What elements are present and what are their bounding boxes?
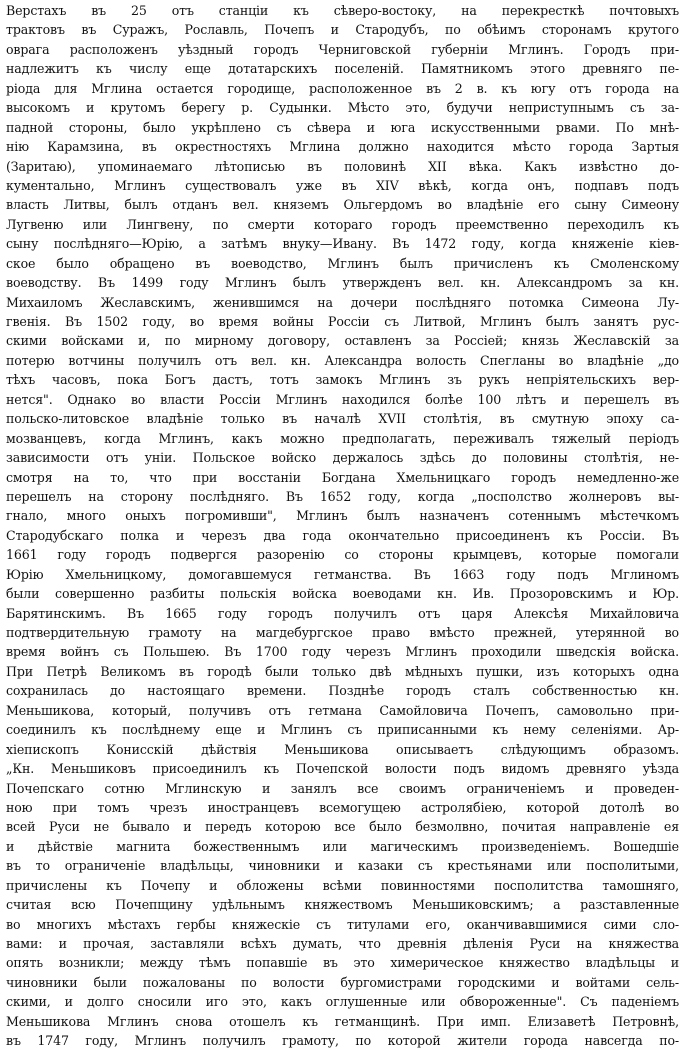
text-line: Почепскаго сотню Мглинскую и занялъ все своимъ ограниченіемъ и проведен-: [6, 780, 679, 796]
text-line: опять возникли; между тѣмъ попавшіе въ это химерическое княжество владѣльцы и: [6, 955, 679, 971]
text-line: ріода для Мглина остается городище, расположенное въ 2 в. къ югу отъ города на: [6, 80, 679, 96]
text-line: зависимости отъ уніи. Польское войско держалось здѣсь до половины столѣтія, не-: [6, 450, 679, 466]
text-line: ною при томъ чрезъ иностранцевъ всемогущею астролябіею, которой дотолѣ во: [6, 799, 679, 815]
text-line: въ 1747 году, Мглинъ получилъ грамоту, по которой жители города навсегда по-: [6, 1033, 679, 1049]
text-line: Юрію Хмельницкому, домогавшемуся гетманства. Въ 1663 году подъ Мглиномъ: [6, 566, 679, 582]
article-text: [6, 1, 679, 1051]
text-line: (Заритаю), упоминаемаго лѣтописью въ половинѣ XII вѣка. Какъ извѣстно до-: [6, 158, 679, 174]
text-line: вами: и прочая, заставляли всѣхъ думать, что древнія дѣленія Руси на княжества: [6, 936, 679, 951]
text-line: 1661 году городъ подвергся разоренію со стороны крымцевъ, которые помогали: [6, 547, 679, 563]
text-line: Михаиломъ Жеславскимъ, женившимся на дочери послѣдняго потомка Симеона Лу-: [6, 294, 679, 310]
text-line: скими войсками и, по мирному договору, оставленъ за Россіей; князь Жеславскій за: [6, 333, 679, 349]
text-line: трактовъ въ Суражъ, Рославль, Почепъ и Стародубъ, по обѣимъ сторонамъ крутого: [6, 22, 679, 38]
text-line: падной стороны, было укрѣплено съ сѣвера и юга искусственными рвами. По мнѣ-: [6, 119, 679, 135]
text-line: время войнъ съ Польшею. Въ 1700 году черезъ Мглинъ проходили шведскія войска.: [6, 644, 679, 660]
text-line: ское было обращено въ воеводство, Мглинъ былъ причисленъ къ Смоленскому: [6, 255, 679, 271]
text-line: власть Литвы, былъ отданъ вел. княземъ Ольгердомъ во владѣніе его сыну Симеону: [6, 197, 679, 213]
text-line: гвенія. Въ 1502 году, во время войны Россіи съ Литвой, Мглинъ былъ занятъ рус-: [6, 314, 679, 329]
text-line: Меньшикова Мглинъ снова отошелъ къ гетманщинѣ. При имп. Елизаветѣ Петровнѣ,: [6, 1013, 679, 1029]
text-line: гнало, много оныхъ погромивши", Мглинъ былъ назначенъ сотеннымъ мѣстечкомъ: [6, 508, 679, 524]
text-line: чиновники были пожалованы по волости бургомистрами городскими и войтами сель-: [6, 974, 679, 990]
text-line: потерю вотчины получилъ отъ вел. кн. Александра волость Спегланы во владѣніе „до: [6, 352, 679, 368]
text-line: высокомъ и крутомъ берегу р. Судынки. Мѣсто это, будучи неприступнымъ съ за-: [6, 100, 679, 116]
text-line: польско-литовское владѣніе только въ началѣ XVII столѣтія, въ смутную эпоху са-: [6, 411, 679, 427]
text-line: всей Руси не бывало и передъ которою все было безмолвно, почитая направленіе ея: [6, 819, 679, 835]
text-line: тѣхъ часовъ, пока Богъ дастъ, тотъ замокъ Мглинъ зъ рукъ непріятельскихъ вер-: [6, 372, 679, 388]
text-line: кументально, Мглинъ существовалъ уже въ XIV вѣкѣ, когда онъ, подпавъ подъ: [6, 177, 679, 193]
text-line: во многихъ мѣстахъ гербы княжескіе съ титулами его, оканчивавшимися сими сло-: [6, 916, 679, 932]
text-line: Барятинскимъ. Въ 1665 году городъ получилъ отъ царя Алексѣя Михайловича: [6, 605, 679, 621]
text-line: и дѣйствіе магнита божественнымъ или магическимъ произведеніемъ. Вошедшіе: [6, 838, 679, 854]
text-line: воеводству. Въ 1499 году Мглинъ былъ утвержденъ вел. кн. Александромъ за кн.: [6, 275, 679, 291]
text-line: Верстахъ въ 25 отъ станціи къ сѣверо-востоку, на перекресткѣ почтовыхъ: [6, 3, 679, 18]
text-line: оврага расположенъ уѣздный городъ Черниговской губерніи Мглинъ. Городъ при-: [6, 41, 679, 57]
text-line: нію Карамзина, въ окрестностяхъ Мглина должно находится мѣсто города Зартыя: [6, 139, 679, 155]
text-line: скими, и долго сносили иго это, какъ оглушенные или обвороженные". Съ паденіемъ: [6, 994, 679, 1010]
text-line: были совершенно разбиты польскія войска воеводами кн. Ив. Прозоровскимъ и Юр.: [6, 586, 679, 602]
text-line: сыну послѣдняго—Юрію, а затѣмъ внуку—Ивану. Въ 1472 году, когда княженіе кіев-: [6, 236, 679, 252]
text-line: При Петрѣ Великомъ въ городѣ были только двѣ мѣдныхъ пушки, изъ которыхъ одна: [6, 663, 679, 679]
text-line: надлежитъ къ числу еще дотатарскихъ поселеній. Памятникомъ этого древняго пе-: [6, 61, 679, 77]
text-line: подтвердительную грамоту на магдебургское право вмѣсто прежней, утерянной во: [6, 625, 679, 640]
text-line: смотря на то, что при восстаніи Богдана Хмельницкаго городъ немедленно-же: [6, 469, 679, 485]
text-line: нется". Однако во власти Россіи Мглинъ находился болѣе 100 лѣтъ и перешелъ въ: [6, 391, 679, 407]
text-line: хіепископъ Конисскій дѣйствія Меньшикова описываетъ слѣдующимъ образомъ.: [6, 741, 679, 757]
text-line: Стародубскаго полка и черезъ два года окончательно присоединенъ къ Россіи. Въ: [6, 527, 679, 543]
text-line: сохранилась до настоящаго времени. Позднѣе городъ сталъ собственностью кн.: [6, 683, 679, 699]
text-line: мозванцевъ, когда Мглинъ, какъ можно предполагать, переживалъ тяжелый періодъ: [6, 430, 679, 446]
text-line: считая всю Почепщину удѣльнымъ княжествомъ Меньшиковскимъ; а разставленные: [6, 897, 679, 913]
text-line: въ то ограниченіе владѣльцы, чиновники и казаки съ крестьянами или посполитыми,: [6, 858, 679, 874]
text-line: причислены къ Почепу и обложены всѣми повинностями посполитства тамошняго,: [6, 877, 679, 893]
text-line: соединилъ къ послѣднему еще и Мглинъ съ приписанными къ нему селеніями. Ар-: [6, 722, 679, 738]
text-line: Лугвеню или Лингвену, по смерти котораго городъ преемственно переходилъ къ: [6, 216, 679, 232]
text-line: перешелъ на сторону послѣдняго. Въ 1652 году, когда „посполство жолнеровъ вы-: [6, 488, 679, 504]
text-line: Меньшикова, который, получивъ отъ гетмана Самойловича Почепъ, самовольно при-: [6, 702, 679, 718]
text-line: „Кн. Меньшиковъ присоединилъ къ Почепской волости подъ видомъ древняго уѣзда: [6, 761, 679, 777]
